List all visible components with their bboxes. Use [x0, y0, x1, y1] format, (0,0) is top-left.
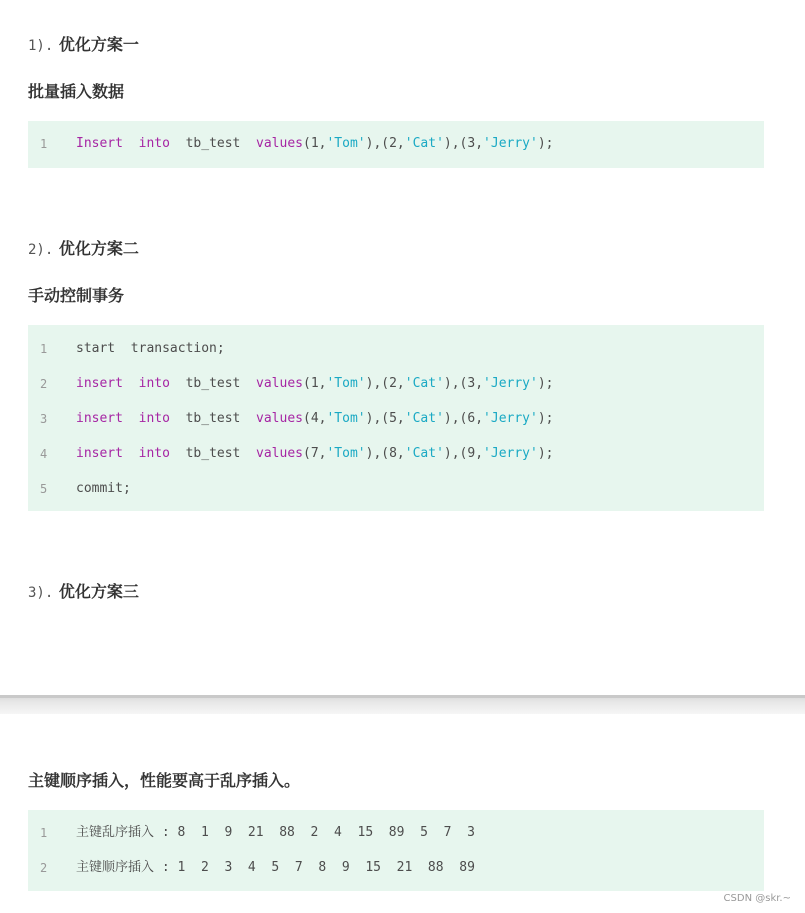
- code-token: ),(6,: [443, 411, 484, 426]
- code-token: [123, 136, 139, 151]
- code-token: tb_test: [169, 411, 257, 426]
- code-token: ),(3,: [443, 136, 484, 151]
- code-keyword: into: [138, 376, 170, 391]
- code-token: (1,: [303, 376, 327, 391]
- code-string: 'Jerry': [483, 411, 538, 426]
- section-1-number: 1).: [28, 38, 54, 54]
- code-keyword: into: [138, 446, 170, 461]
- code-token: (7,: [303, 446, 327, 461]
- code-text: [76, 823, 475, 843]
- code-token: ),(2,: [365, 376, 405, 391]
- code-block-primary-key: [28, 810, 764, 891]
- code-token: (1,: [303, 136, 327, 151]
- code-keyword: insert: [76, 411, 123, 426]
- code-string: 'Jerry': [483, 376, 538, 391]
- section-2-heading: [28, 236, 139, 259]
- code-token: ),(9,: [443, 446, 484, 461]
- code-token: ),(2,: [365, 136, 405, 151]
- code-string: 'Jerry': [483, 136, 538, 151]
- line-number: 1: [40, 826, 48, 840]
- code-text: [76, 444, 554, 464]
- section-1-title: 优化方案一: [58, 35, 139, 54]
- code-token: commit;: [76, 481, 131, 496]
- code-keyword: into: [138, 411, 170, 426]
- code-text: [76, 374, 554, 394]
- line-number: 2: [40, 861, 48, 875]
- code-string: 'Cat': [404, 136, 444, 151]
- code-keyword: into: [138, 136, 170, 151]
- code-string: 'Cat': [404, 376, 444, 391]
- code-token: tb_test: [169, 136, 257, 151]
- code-token: tb_test: [169, 376, 257, 391]
- code-string: 'Tom': [326, 136, 366, 151]
- code-token: start transaction;: [76, 341, 225, 356]
- code-text: [76, 339, 225, 359]
- code-keyword: values: [256, 446, 303, 461]
- code-token: (4,: [303, 411, 327, 426]
- page-divider: [0, 695, 805, 714]
- section-2-number: 2).: [28, 242, 54, 258]
- section-1-heading: [28, 32, 139, 55]
- line-number: 2: [40, 377, 48, 391]
- code-string: 'Cat': [404, 446, 444, 461]
- section-1-description: 批量插入数据: [28, 82, 125, 101]
- code-string: 'Cat': [404, 411, 444, 426]
- code-keyword: values: [256, 376, 303, 391]
- code-token: ),(5,: [365, 411, 405, 426]
- code-keyword: insert: [76, 446, 123, 461]
- code-string: 'Tom': [326, 411, 366, 426]
- line-number: 1: [40, 342, 48, 356]
- primary-key-description: 主键顺序插入，性能要高于乱序插入。: [28, 771, 301, 790]
- section-2-description: 手动控制事务: [28, 286, 125, 305]
- code-text: [76, 479, 131, 499]
- code-text: [76, 409, 554, 429]
- code-keyword: values: [256, 411, 303, 426]
- line-number: 3: [40, 412, 48, 426]
- code-keyword: values: [256, 136, 303, 151]
- code-string: 'Tom': [326, 446, 366, 461]
- code-token: [123, 411, 139, 426]
- code-text: [76, 134, 554, 154]
- csdn-watermark: CSDN @skr.~: [723, 893, 791, 904]
- code-block-1: [28, 121, 764, 168]
- line-number: 1: [40, 137, 48, 151]
- code-token: ),(8,: [365, 446, 405, 461]
- section-3-number: 3).: [28, 585, 54, 601]
- code-text: [76, 858, 475, 878]
- code-token: 主键乱序插入 : 8 1 9 21 88 2 4 15 89 5 7 3: [76, 825, 475, 840]
- code-keyword: Insert: [76, 136, 123, 151]
- section-2-title: 优化方案二: [58, 239, 139, 258]
- code-token: ),(3,: [443, 376, 484, 391]
- code-token: );: [537, 411, 554, 426]
- line-number: 4: [40, 447, 48, 461]
- line-number: 5: [40, 482, 48, 496]
- code-token: tb_test: [169, 446, 257, 461]
- code-token: );: [537, 376, 554, 391]
- code-token: [123, 446, 139, 461]
- section-3-title: 优化方案三: [58, 582, 139, 601]
- section-3-heading: [28, 579, 139, 602]
- code-keyword: insert: [76, 376, 123, 391]
- code-token: );: [537, 136, 554, 151]
- code-token: );: [537, 446, 554, 461]
- code-string: 'Jerry': [483, 446, 538, 461]
- code-token: 主键顺序插入 : 1 2 3 4 5 7 8 9 15 21 88 89: [76, 860, 475, 875]
- code-token: [123, 376, 139, 391]
- code-block-2: [28, 325, 764, 511]
- code-string: 'Tom': [326, 376, 366, 391]
